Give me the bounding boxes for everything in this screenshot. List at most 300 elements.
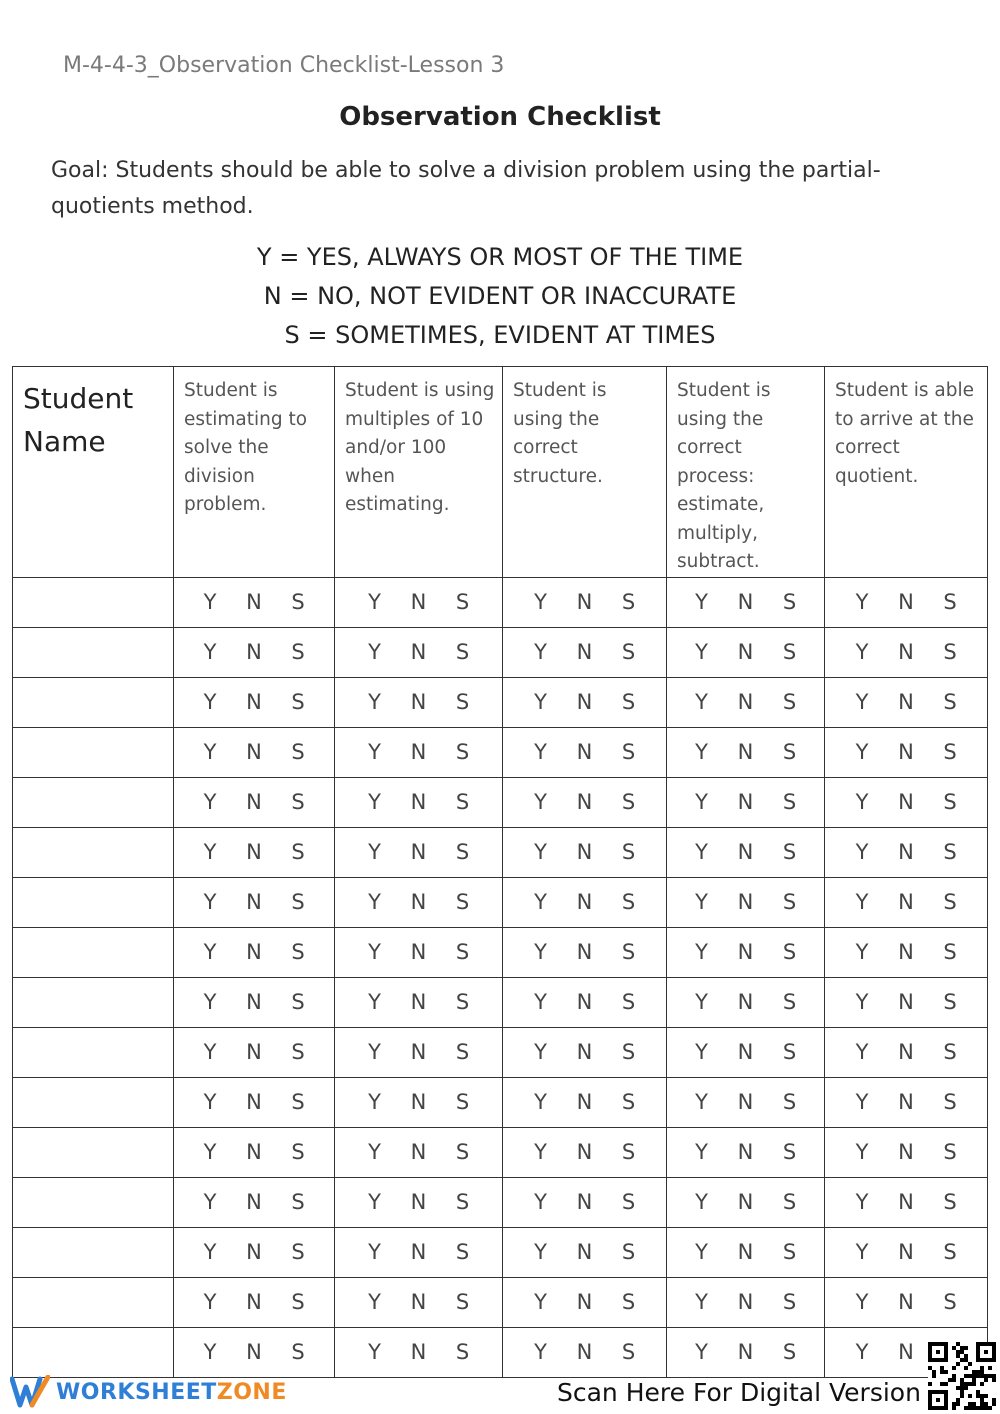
rating-option-s[interactable]: S	[291, 1240, 305, 1264]
rating-option-s[interactable]: S	[291, 740, 305, 764]
rating-option-n[interactable]: N	[246, 790, 262, 814]
rating-option-n[interactable]: N	[410, 740, 427, 764]
rating-option-y[interactable]: Y	[855, 940, 869, 964]
rating-option-n[interactable]: N	[246, 1190, 262, 1214]
rating-cell	[174, 1127, 335, 1177]
rating-option-y[interactable]: Y	[855, 1140, 869, 1164]
rating-option-n[interactable]: N	[898, 1090, 914, 1114]
rating-option-n[interactable]: N	[737, 840, 754, 864]
rating-option-n[interactable]: N	[576, 690, 593, 714]
rating-option-y[interactable]: Y	[368, 590, 381, 614]
rating-option-y[interactable]: Y	[368, 990, 381, 1014]
rating-option-s[interactable]: S	[943, 890, 957, 914]
rating-option-y[interactable]: Y	[695, 640, 708, 664]
rating-option-y[interactable]: Y	[203, 990, 217, 1014]
rating-cell	[174, 977, 335, 1027]
rating-option-y[interactable]: Y	[695, 1090, 708, 1114]
rating-option-s[interactable]: S	[782, 940, 797, 964]
rating-option-s[interactable]: S	[291, 990, 305, 1014]
rating-option-n[interactable]: N	[246, 1340, 262, 1364]
rating-option-s[interactable]: S	[943, 940, 957, 964]
rating-option-n[interactable]: N	[410, 690, 427, 714]
rating-option-s[interactable]: S	[455, 990, 470, 1014]
rating-option-s[interactable]: S	[455, 940, 470, 964]
rating-option-y[interactable]: Y	[203, 690, 217, 714]
rating-option-s[interactable]: S	[943, 840, 957, 864]
rating-option-n[interactable]: N	[410, 1240, 427, 1264]
rating-option-s[interactable]: S	[782, 640, 797, 664]
rating-option-s[interactable]: S	[782, 790, 797, 814]
rating-cell	[335, 827, 503, 877]
rating-option-n[interactable]: N	[576, 790, 593, 814]
rating-option-y[interactable]: Y	[203, 1190, 217, 1214]
rating-option-n[interactable]: N	[898, 1190, 914, 1214]
rating-option-n[interactable]: N	[898, 690, 914, 714]
rating-option-s[interactable]: S	[782, 890, 797, 914]
rating-option-s[interactable]: S	[943, 590, 957, 614]
student-name-cell[interactable]	[13, 827, 174, 877]
rating-option-s[interactable]: S	[782, 990, 797, 1014]
rating-option-y[interactable]: Y	[534, 890, 547, 914]
student-name-cell[interactable]	[13, 777, 174, 827]
rating-option-n[interactable]: N	[246, 940, 262, 964]
rating-cell	[335, 677, 503, 727]
rating-option-n[interactable]: N	[246, 1040, 262, 1064]
rating-option-s[interactable]: S	[943, 1140, 957, 1164]
rating-option-n[interactable]: N	[898, 740, 914, 764]
student-name-cell[interactable]	[13, 577, 174, 627]
rating-option-s[interactable]: S	[291, 1340, 305, 1364]
rating-option-y[interactable]: Y	[855, 790, 869, 814]
rating-option-s[interactable]: S	[943, 740, 957, 764]
rating-option-y[interactable]: Y	[368, 940, 381, 964]
rating-option-s[interactable]: S	[782, 840, 797, 864]
rating-option-s[interactable]: S	[621, 1290, 636, 1314]
rating-option-n[interactable]: N	[898, 640, 914, 664]
student-name-cell[interactable]	[13, 1077, 174, 1127]
rating-option-n[interactable]: N	[898, 590, 914, 614]
student-name-cell[interactable]	[13, 1327, 174, 1377]
rating-option-s[interactable]: S	[621, 690, 636, 714]
rating-cell	[335, 777, 503, 827]
rating-option-y[interactable]: Y	[855, 640, 869, 664]
rating-option-n[interactable]: N	[410, 890, 427, 914]
rating-option-n[interactable]: N	[737, 1240, 754, 1264]
rating-option-s[interactable]: S	[621, 940, 636, 964]
rating-option-y[interactable]: Y	[855, 1340, 869, 1364]
rating-option-y[interactable]: Y	[203, 1090, 217, 1114]
rating-option-s[interactable]: S	[621, 640, 636, 664]
rating-cell	[174, 1227, 335, 1277]
rating-cell	[667, 1027, 825, 1077]
rating-option-y[interactable]: Y	[534, 690, 547, 714]
rating-option-n[interactable]: N	[576, 840, 593, 864]
criterion-header-2: Student is using multiples of 10 and/or 100 when estimating.	[335, 367, 503, 578]
rating-option-n[interactable]: N	[246, 590, 262, 614]
rating-option-y[interactable]: Y	[203, 1140, 217, 1164]
rating-option-s[interactable]: S	[291, 590, 305, 614]
rating-option-n[interactable]: N	[410, 640, 427, 664]
rating-option-y[interactable]: Y	[534, 1340, 547, 1364]
rating-option-y[interactable]: Y	[203, 890, 217, 914]
student-name-cell[interactable]	[13, 1027, 174, 1077]
rating-option-n[interactable]: N	[898, 890, 914, 914]
rating-option-n[interactable]: N	[737, 790, 754, 814]
rating-option-y[interactable]: Y	[855, 1090, 869, 1114]
rating-option-s[interactable]: S	[291, 640, 305, 664]
student-name-cell[interactable]	[13, 1127, 174, 1177]
rating-option-y[interactable]: Y	[368, 1040, 381, 1064]
criterion-header-5: Student is able to arrive at the correct quotient.	[825, 367, 988, 578]
rating-option-y[interactable]: Y	[368, 840, 381, 864]
rating-option-y[interactable]: Y	[368, 1140, 381, 1164]
rating-option-n[interactable]: N	[737, 1340, 754, 1364]
rating-option-s[interactable]: S	[621, 790, 636, 814]
rating-option-s[interactable]: S	[943, 790, 957, 814]
rating-cell	[335, 877, 503, 927]
rating-option-s[interactable]: S	[621, 1090, 636, 1114]
rating-option-s[interactable]: S	[621, 990, 636, 1014]
rating-option-n[interactable]: N	[410, 590, 427, 614]
rating-option-y[interactable]: Y	[368, 1240, 381, 1264]
rating-cell	[174, 827, 335, 877]
rating-option-y[interactable]: Y	[534, 590, 547, 614]
rating-option-s[interactable]: S	[291, 1090, 305, 1114]
rating-option-n[interactable]: N	[246, 690, 262, 714]
rating-option-s[interactable]: S	[621, 590, 636, 614]
rating-option-s[interactable]: S	[455, 1190, 470, 1214]
rating-option-n[interactable]: N	[737, 740, 754, 764]
rating-option-n[interactable]: N	[898, 1290, 914, 1314]
rating-option-y[interactable]: Y	[695, 890, 708, 914]
rating-option-s[interactable]: S	[621, 890, 636, 914]
rating-option-n[interactable]: N	[576, 940, 593, 964]
rating-option-n[interactable]: N	[737, 640, 754, 664]
rating-option-y[interactable]: Y	[534, 1290, 547, 1314]
rating-option-y[interactable]: Y	[368, 790, 381, 814]
rating-option-y[interactable]: Y	[203, 1240, 217, 1264]
rating-option-y[interactable]: Y	[534, 740, 547, 764]
rating-option-y[interactable]: Y	[534, 1090, 547, 1114]
rating-cell	[503, 1327, 667, 1377]
rating-option-y[interactable]: Y	[695, 1140, 708, 1164]
rating-option-n[interactable]: N	[246, 1240, 262, 1264]
rating-option-s[interactable]: S	[782, 1090, 797, 1114]
rating-option-y[interactable]: Y	[534, 1040, 547, 1064]
rating-option-s[interactable]: S	[943, 1290, 957, 1314]
rating-option-n[interactable]: N	[410, 1190, 427, 1214]
rating-option-s[interactable]: S	[291, 940, 305, 964]
rating-option-y[interactable]: Y	[368, 1090, 381, 1114]
rating-option-y[interactable]: Y	[855, 890, 869, 914]
rating-cell	[174, 1327, 335, 1377]
rating-option-y[interactable]: Y	[368, 640, 381, 664]
rating-option-n[interactable]: N	[898, 790, 914, 814]
rating-option-n[interactable]: N	[410, 1090, 427, 1114]
rating-option-y[interactable]: Y	[695, 790, 708, 814]
rating-option-n[interactable]: N	[576, 740, 593, 764]
rating-option-s[interactable]: S	[291, 1190, 305, 1214]
rating-option-n[interactable]: N	[246, 640, 262, 664]
student-name-cell[interactable]	[13, 1177, 174, 1227]
student-name-cell[interactable]	[13, 727, 174, 777]
rating-option-s[interactable]: S	[455, 640, 470, 664]
legend-sometimes: S = SOMETIMES, EVIDENT AT TIMES	[284, 321, 716, 349]
rating-option-y[interactable]: Y	[695, 1040, 708, 1064]
rating-option-y[interactable]: Y	[534, 990, 547, 1014]
rating-option-y[interactable]: Y	[368, 1190, 381, 1214]
rating-option-n[interactable]: N	[898, 1140, 914, 1164]
rating-option-n[interactable]: N	[737, 1140, 754, 1164]
rating-option-s[interactable]: S	[943, 1090, 957, 1114]
rating-cell	[335, 627, 503, 677]
rating-option-y[interactable]: Y	[695, 740, 708, 764]
rating-cell	[503, 677, 667, 727]
criterion-header-3: Student is using the correct structure.	[503, 367, 667, 578]
rating-option-s[interactable]: S	[621, 1190, 636, 1214]
rating-option-n[interactable]: N	[898, 1240, 914, 1264]
rating-option-y[interactable]: Y	[368, 740, 381, 764]
rating-option-y[interactable]: Y	[534, 940, 547, 964]
table-row	[13, 677, 988, 727]
rating-cell	[174, 627, 335, 677]
rating-option-s[interactable]: S	[943, 1190, 957, 1214]
rating-cell	[825, 877, 988, 927]
table-row	[13, 727, 988, 777]
rating-option-y[interactable]: Y	[855, 590, 869, 614]
rating-option-s[interactable]: S	[291, 890, 305, 914]
rating-option-s[interactable]: S	[782, 1040, 797, 1064]
rating-cell	[825, 1227, 988, 1277]
rating-option-s[interactable]: S	[782, 1340, 797, 1364]
rating-option-n[interactable]: N	[576, 640, 593, 664]
student-name-header-line2: Name	[23, 425, 106, 458]
rating-option-y[interactable]: Y	[203, 1340, 217, 1364]
rating-option-s[interactable]: S	[782, 740, 797, 764]
rating-option-s[interactable]: S	[455, 790, 470, 814]
student-name-cell[interactable]	[13, 627, 174, 677]
rating-option-y[interactable]: Y	[695, 590, 708, 614]
rating-option-y[interactable]: Y	[203, 640, 217, 664]
rating-option-y[interactable]: Y	[695, 940, 708, 964]
rating-option-s[interactable]: S	[455, 1340, 470, 1364]
rating-option-y[interactable]: Y	[203, 940, 217, 964]
rating-option-y[interactable]: Y	[203, 840, 217, 864]
rating-option-s[interactable]: S	[455, 890, 470, 914]
rating-option-n[interactable]: N	[576, 1190, 593, 1214]
table-row	[13, 1027, 988, 1077]
rating-option-n[interactable]: N	[246, 740, 262, 764]
rating-cell	[335, 1077, 503, 1127]
rating-option-y[interactable]: Y	[855, 1040, 869, 1064]
rating-option-n[interactable]: N	[246, 990, 262, 1014]
rating-option-n[interactable]: N	[246, 890, 262, 914]
rating-option-n[interactable]: N	[410, 1040, 427, 1064]
rating-option-n[interactable]: N	[576, 1090, 593, 1114]
rating-option-y[interactable]: Y	[368, 890, 381, 914]
rating-option-n[interactable]: N	[576, 1340, 593, 1364]
rating-option-n[interactable]: N	[898, 990, 914, 1014]
rating-option-s[interactable]: S	[782, 1290, 797, 1314]
student-name-cell[interactable]	[13, 677, 174, 727]
rating-cell	[174, 927, 335, 977]
rating-option-s[interactable]: S	[455, 1240, 470, 1264]
rating-option-y[interactable]: Y	[534, 840, 547, 864]
rating-option-n[interactable]: N	[246, 1090, 262, 1114]
rating-option-n[interactable]: N	[576, 1240, 593, 1264]
worksheetzone-logo-icon	[10, 1375, 50, 1409]
rating-option-n[interactable]: N	[576, 1140, 593, 1164]
rating-option-s[interactable]: S	[621, 1340, 636, 1364]
student-name-cell[interactable]	[13, 927, 174, 977]
rating-option-n[interactable]: N	[737, 940, 754, 964]
logo-text-worksheet: WORKSHEET	[56, 1379, 217, 1405]
student-name-cell[interactable]	[13, 877, 174, 927]
rating-cell	[174, 1277, 335, 1327]
rating-option-y[interactable]: Y	[534, 1190, 547, 1214]
rating-option-y[interactable]: Y	[695, 990, 708, 1014]
rating-option-s[interactable]: S	[621, 740, 636, 764]
rating-option-s[interactable]: S	[455, 740, 470, 764]
rating-option-y[interactable]: Y	[203, 740, 217, 764]
rating-option-n[interactable]: N	[410, 1340, 427, 1364]
rating-option-s[interactable]: S	[782, 690, 797, 714]
rating-option-s[interactable]: S	[943, 1040, 957, 1064]
rating-option-y[interactable]: Y	[203, 1040, 217, 1064]
rating-option-s[interactable]: S	[455, 1140, 470, 1164]
rating-option-y[interactable]: Y	[695, 1240, 708, 1264]
rating-option-s[interactable]: S	[455, 590, 470, 614]
rating-option-y[interactable]: Y	[855, 1190, 869, 1214]
rating-option-n[interactable]: N	[898, 940, 914, 964]
qr-code-icon[interactable]	[928, 1342, 996, 1410]
rating-option-s[interactable]: S	[782, 1190, 797, 1214]
rating-option-n[interactable]: N	[410, 790, 427, 814]
rating-option-s[interactable]: S	[455, 1040, 470, 1064]
rating-option-s[interactable]: S	[782, 590, 797, 614]
rating-option-s[interactable]: S	[621, 840, 636, 864]
rating-option-n[interactable]: N	[576, 590, 593, 614]
rating-option-n[interactable]: N	[410, 940, 427, 964]
rating-option-y[interactable]: Y	[203, 790, 217, 814]
rating-option-n[interactable]: N	[737, 690, 754, 714]
rating-option-n[interactable]: N	[246, 1290, 262, 1314]
rating-option-y[interactable]: Y	[695, 690, 708, 714]
rating-cell	[667, 1177, 825, 1227]
rating-option-n[interactable]: N	[576, 1040, 593, 1064]
rating-option-n[interactable]: N	[737, 1290, 754, 1314]
rating-option-s[interactable]: S	[943, 990, 957, 1014]
goal-text: Goal: Students should be able to solve a division problem using the partial-quotients method.	[51, 158, 881, 219]
rating-cell	[667, 1077, 825, 1127]
rating-option-y[interactable]: Y	[855, 990, 869, 1014]
rating-option-s[interactable]: S	[455, 840, 470, 864]
rating-option-s[interactable]: S	[291, 690, 305, 714]
student-name-cell[interactable]	[13, 1277, 174, 1327]
rating-option-y[interactable]: Y	[855, 740, 869, 764]
rating-cell	[667, 877, 825, 927]
rating-option-s[interactable]: S	[291, 840, 305, 864]
rating-option-y[interactable]: Y	[368, 1290, 381, 1314]
rating-option-n[interactable]: N	[737, 590, 754, 614]
rating-cell	[667, 677, 825, 727]
rating-option-n[interactable]: N	[737, 990, 754, 1014]
rating-option-n[interactable]: N	[737, 1090, 754, 1114]
rating-option-n[interactable]: N	[737, 890, 754, 914]
rating-option-n[interactable]: N	[737, 1190, 754, 1214]
rating-option-y[interactable]: Y	[855, 690, 869, 714]
rating-option-s[interactable]: S	[943, 690, 957, 714]
rating-option-s[interactable]: S	[455, 1090, 470, 1114]
rating-cell	[503, 1177, 667, 1227]
rating-option-n[interactable]: N	[576, 990, 593, 1014]
rating-option-n[interactable]: N	[410, 840, 427, 864]
rating-option-n[interactable]: N	[576, 1290, 593, 1314]
rating-option-s[interactable]: S	[943, 640, 957, 664]
rating-option-n[interactable]: N	[737, 1040, 754, 1064]
rating-option-y[interactable]: Y	[534, 640, 547, 664]
student-name-cell[interactable]	[13, 977, 174, 1027]
rating-option-y[interactable]: Y	[695, 1290, 708, 1314]
rating-option-s[interactable]: S	[621, 1240, 636, 1264]
rating-option-n[interactable]: N	[410, 990, 427, 1014]
rating-option-s[interactable]: S	[291, 790, 305, 814]
rating-option-y[interactable]: Y	[695, 840, 708, 864]
rating-option-y[interactable]: Y	[534, 1240, 547, 1264]
rating-option-y[interactable]: Y	[203, 1290, 217, 1314]
rating-option-s[interactable]: S	[943, 1240, 957, 1264]
table-row	[13, 1227, 988, 1277]
rating-option-n[interactable]: N	[898, 1340, 914, 1364]
rating-option-s[interactable]: S	[291, 1290, 305, 1314]
criterion-header-4: Student is using the correct process: estimate, multiply, subtract.	[667, 367, 825, 578]
rating-option-s[interactable]: S	[291, 1140, 305, 1164]
rating-option-n[interactable]: N	[898, 1040, 914, 1064]
rating-cell	[825, 827, 988, 877]
rating-cell	[503, 1277, 667, 1327]
rating-option-n[interactable]: N	[246, 1140, 262, 1164]
rating-option-y[interactable]: Y	[368, 1340, 381, 1364]
rating-option-y[interactable]: Y	[203, 590, 217, 614]
rating-option-n[interactable]: N	[898, 840, 914, 864]
rating-option-y[interactable]: Y	[855, 840, 869, 864]
rating-option-s[interactable]: S	[455, 690, 470, 714]
rating-cell	[825, 1177, 988, 1227]
rating-option-s[interactable]: S	[782, 1240, 797, 1264]
rating-option-s[interactable]: S	[621, 1040, 636, 1064]
rating-option-y[interactable]: Y	[695, 1340, 708, 1364]
rating-option-y[interactable]: Y	[534, 790, 547, 814]
rating-cell	[503, 877, 667, 927]
rating-option-s[interactable]: S	[291, 1040, 305, 1064]
rating-option-s[interactable]: S	[782, 1140, 797, 1164]
student-name-cell[interactable]	[13, 1227, 174, 1277]
rating-cell	[825, 1127, 988, 1177]
rating-option-n[interactable]: N	[246, 840, 262, 864]
rating-cell	[667, 1277, 825, 1327]
rating-option-y[interactable]: Y	[368, 690, 381, 714]
rating-option-n[interactable]: N	[576, 890, 593, 914]
rating-option-s[interactable]: S	[621, 1140, 636, 1164]
rating-option-y[interactable]: Y	[855, 1240, 869, 1264]
rating-option-n[interactable]: N	[410, 1140, 427, 1164]
table-row	[13, 577, 988, 627]
rating-option-y[interactable]: Y	[695, 1190, 708, 1214]
rating-option-y[interactable]: Y	[534, 1140, 547, 1164]
rating-option-n[interactable]: N	[410, 1290, 427, 1314]
rating-option-s[interactable]: S	[455, 1290, 470, 1314]
rating-option-y[interactable]: Y	[855, 1290, 869, 1314]
